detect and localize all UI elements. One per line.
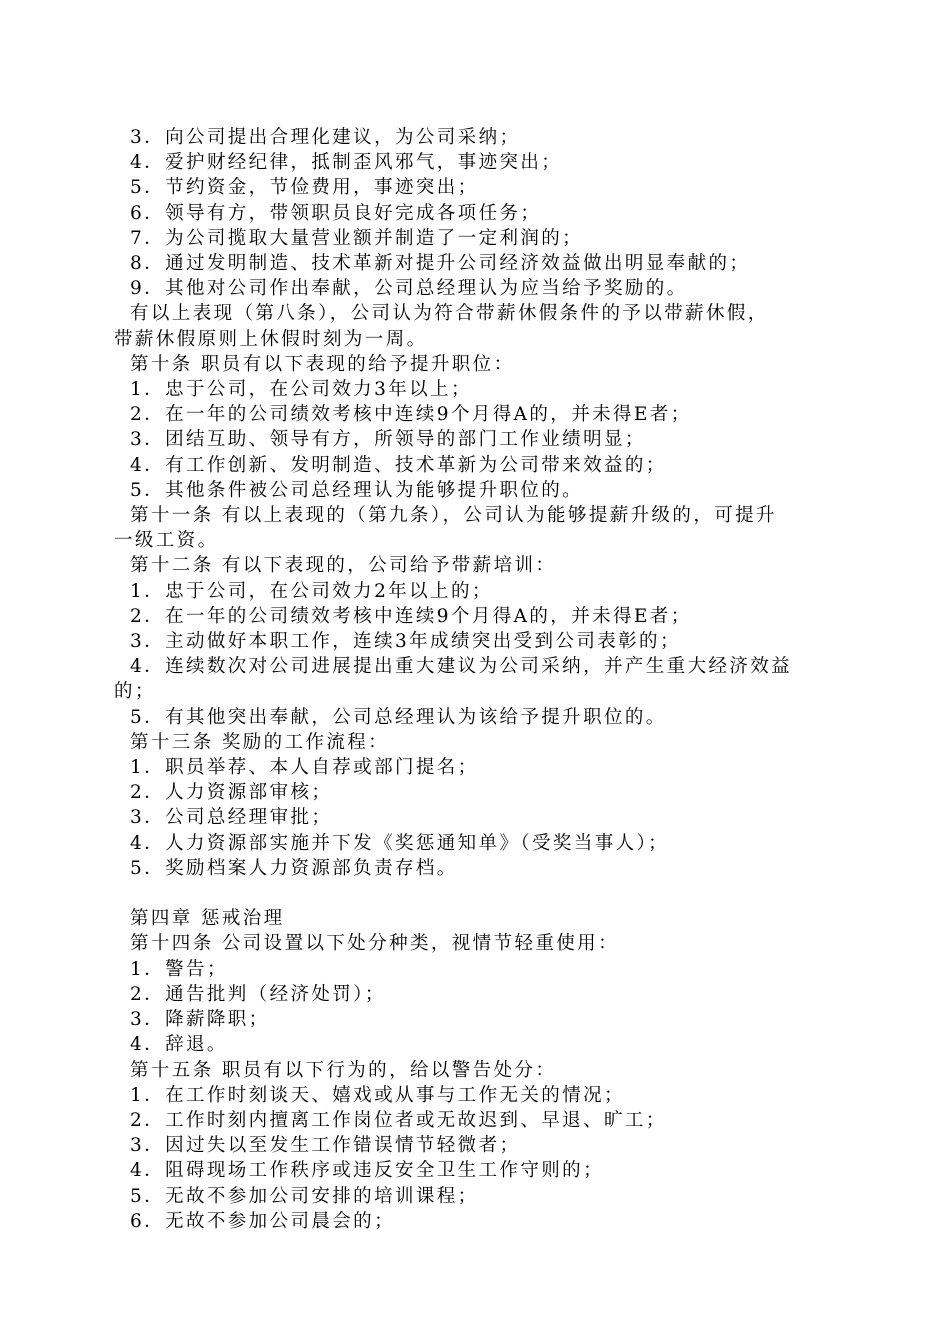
list-item: 3．主动做好本职工作，连续3年成绩突出受到公司表彰的； [130, 631, 681, 653]
list-item: 6．领导有方，带领职员良好完成各项任务； [130, 202, 542, 224]
list-item: 1．在工作时刻谈天、嬉戏或从事与工作无关的情况； [130, 1084, 625, 1106]
list-item: 2．在一年的公司绩效考核中连续9个月得A的，并未得E者； [130, 404, 692, 426]
article-heading: 第十一条 有以上表现的（第九条），公司认为能够提薪升级的，可提升 [130, 505, 777, 527]
article-heading: 第十四条 公司设置以下处分种类，视情节轻重使用： [130, 933, 619, 955]
list-item: 5．有其他突出奉献，公司总经理认为该给予提升职位的。 [130, 706, 667, 728]
article-heading: 第十五条 职员有以下行为的，给以警告处分： [130, 1059, 557, 1081]
list-item: 2．工作时刻内擅离工作岗位者或无故迟到、早退、旷工； [130, 1109, 667, 1131]
list-item: 4．有工作创新、发明制造、技术革新为公司带来效益的； [130, 454, 667, 476]
list-item: 1．警告； [130, 958, 228, 980]
article-heading: 第十条 职员有以下表现的给予提升职位： [130, 353, 515, 375]
list-item: 1．忠于公司，在公司效力2年以上的； [130, 580, 493, 602]
list-item: 4．阻碍现场工作秩序或违反安全卫生工作守则的； [130, 1160, 604, 1182]
list-item: 2．人力资源部审核； [130, 782, 333, 804]
list-item: 4．连续数次对公司进展提出重大建议为公司采纳，并产生重大经济效益 [130, 656, 793, 678]
blank-line [114, 881, 838, 906]
paragraph-line: 的； [114, 681, 156, 703]
list-item: 3．公司总经理审批； [130, 807, 333, 829]
list-item: 6．无故不参加公司晨会的； [130, 1210, 395, 1232]
list-item: 5．无故不参加公司安排的培训课程； [130, 1185, 479, 1207]
document-body [114, 125, 838, 1234]
list-item: 4．人力资源部实施并下发《奖惩通知单》（受奖当事人）； [130, 832, 670, 854]
list-item: 4．爱护财经纪律，抵制歪风邪气，事迹突出； [130, 152, 563, 174]
list-item: 1．职员举荐、本人自荐或部门提名； [130, 757, 479, 779]
list-item: 3．降薪降职； [130, 1009, 270, 1031]
list-item: 3．团结互助、领导有方，所领导的部门工作业绩明显； [130, 429, 646, 451]
list-item: 5．其他条件被公司总经理认为能够提升职位的。 [130, 479, 584, 501]
list-item: 5．奖励档案人力资源部负责存档。 [130, 857, 458, 879]
chapter-heading: 第四章 惩戒治理 [130, 908, 285, 930]
list-item: 1．忠于公司，在公司效力3年以上； [130, 379, 472, 401]
list-item: 7．为公司揽取大量营业额并制造了一定利润的； [130, 227, 584, 249]
paragraph-line: 一级工资。 [114, 530, 219, 552]
list-item: 3．因过失以至发生工作错误情节轻微者； [130, 1135, 521, 1157]
list-item: 5．节约资金，节俭费用，事迹突出； [130, 177, 479, 199]
paragraph-line: 带薪休假原则上休假时刻为一周。 [114, 328, 428, 350]
list-item: 4．辞退。 [130, 1034, 228, 1056]
paragraph-line: 有以上表现（第八条），公司认为符合带薪休假条件的予以带薪休假， [130, 303, 769, 325]
list-item: 3．向公司提出合理化建议，为公司采纳； [130, 127, 521, 148]
list-item: 2．通告批判（经济处罚）； [130, 983, 386, 1005]
list-item: 9．其他对公司作出奉献，公司总经理认为应当给予奖励的。 [130, 278, 688, 300]
article-heading: 第十二条 有以下表现的，公司给予带薪培训： [130, 555, 557, 577]
list-item: 8．通过发明制造、技术革新对提升公司经济效益做出明显奉献的； [130, 253, 751, 275]
list-item: 2．在一年的公司绩效考核中连续9个月得A的，并未得E者； [130, 605, 692, 627]
article-heading: 第十三条 奖励的工作流程： [130, 731, 390, 753]
